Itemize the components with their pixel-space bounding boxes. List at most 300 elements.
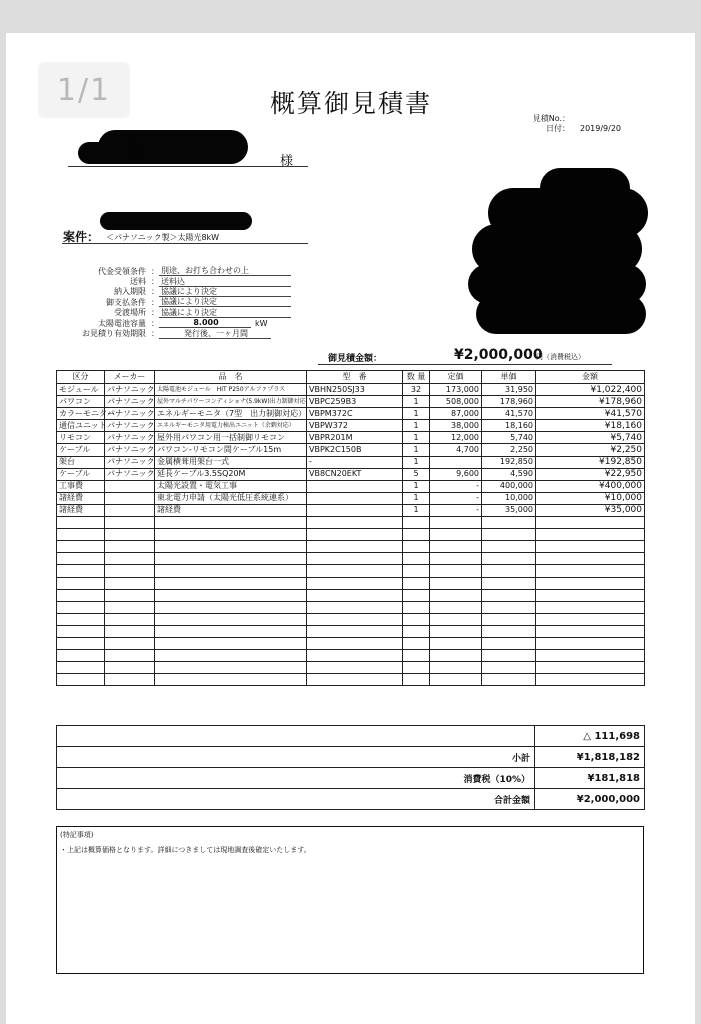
table-cell — [430, 529, 482, 541]
table-cell: VBPC259B3 — [307, 396, 403, 408]
column-header: 単価 — [482, 371, 536, 384]
table-cell — [57, 601, 105, 613]
empty-table-row — [57, 674, 645, 686]
table-cell: 通信ユニット — [57, 420, 105, 432]
subject-label: 案件： — [63, 230, 100, 244]
table-cell: 1 — [403, 408, 430, 420]
customer-name-redaction — [78, 142, 138, 164]
table-cell — [430, 601, 482, 613]
customer-underline — [68, 166, 308, 167]
table-cell: 屋外マルチパワーコンディショナ(5.9kW)出力制御対応 — [155, 396, 307, 408]
tax-value: ¥181,818 — [535, 768, 645, 789]
column-header: 区分 — [57, 371, 105, 384]
term-value: 協議により決定 — [159, 308, 291, 318]
empty-table-row — [57, 565, 645, 577]
table-cell — [536, 529, 645, 541]
table-cell: ¥41,570 — [536, 408, 645, 420]
table-cell — [403, 565, 430, 577]
table-cell — [307, 565, 403, 577]
empty-table-row — [57, 541, 645, 553]
discount-value: △ 111,698 — [535, 726, 645, 747]
table-cell: 1 — [403, 492, 430, 504]
table-cell — [482, 589, 536, 601]
table-cell: モジュール — [57, 384, 105, 396]
table-cell — [536, 674, 645, 686]
empty-table-row — [57, 601, 645, 613]
table-cell: - — [430, 492, 482, 504]
table-cell: ¥178,960 — [536, 396, 645, 408]
table-cell — [105, 565, 155, 577]
table-cell — [155, 637, 307, 649]
table-cell — [155, 613, 307, 625]
table-cell — [536, 517, 645, 529]
tax-row — [57, 768, 645, 789]
table-cell: 508,000 — [430, 396, 482, 408]
table-cell — [105, 613, 155, 625]
table-cell — [105, 517, 155, 529]
empty-table-row — [57, 625, 645, 637]
column-header: 定価 — [430, 371, 482, 384]
table-cell: 2,250 — [482, 444, 536, 456]
table-cell: パナソニック — [105, 384, 155, 396]
table-cell — [105, 662, 155, 674]
table-cell — [307, 480, 403, 492]
table-row — [57, 420, 645, 432]
table-cell: 9,600 — [430, 468, 482, 480]
table-row — [57, 468, 645, 480]
empty-table-row — [57, 553, 645, 565]
total-amount: ¥2,000,000 — [454, 347, 543, 363]
table-cell: 1 — [403, 480, 430, 492]
table-cell — [57, 565, 105, 577]
table-cell: パワコン — [57, 396, 105, 408]
table-cell — [482, 613, 536, 625]
table-cell — [430, 613, 482, 625]
table-cell: ¥22,950 — [536, 468, 645, 480]
table-cell: 延長ケーブル3.5SQ20M — [155, 468, 307, 480]
table-cell — [57, 650, 105, 662]
table-cell — [307, 625, 403, 637]
table-cell: リモコン — [57, 432, 105, 444]
table-cell: VBPR201M — [307, 432, 403, 444]
table-cell — [57, 577, 105, 589]
table-cell: 38,000 — [430, 420, 482, 432]
table-cell — [307, 613, 403, 625]
table-cell: - — [307, 456, 403, 468]
discount-row — [57, 726, 645, 747]
table-cell: VBPK2C150B — [307, 444, 403, 456]
table-cell — [57, 541, 105, 553]
table-cell: 太陽電池モジュール HIT P250アルファプラス — [155, 384, 307, 396]
table-cell — [57, 517, 105, 529]
empty-table-row — [57, 589, 645, 601]
table-cell: 31,950 — [482, 384, 536, 396]
table-cell: 諸経費 — [57, 492, 105, 504]
term-row — [60, 297, 291, 307]
table-cell — [482, 674, 536, 686]
term-colon: ： — [151, 318, 159, 328]
table-cell: パナソニック — [105, 420, 155, 432]
empty-table-row — [57, 650, 645, 662]
table-cell — [155, 650, 307, 662]
table-cell — [482, 601, 536, 613]
term-colon: ： — [151, 287, 159, 297]
meta-colon: ： — [562, 124, 570, 133]
table-cell — [482, 541, 536, 553]
table-cell — [403, 601, 430, 613]
table-cell: 太陽光設置・電気工事 — [155, 480, 307, 492]
table-cell: ケーブル — [57, 444, 105, 456]
table-cell — [482, 662, 536, 674]
table-cell — [403, 674, 430, 686]
table-cell — [155, 517, 307, 529]
table-cell — [403, 541, 430, 553]
table-cell: ¥1,022,400 — [536, 384, 645, 396]
table-cell: パナソニック — [105, 396, 155, 408]
line-items-table — [56, 370, 645, 686]
table-cell — [155, 662, 307, 674]
table-cell — [57, 662, 105, 674]
table-cell — [307, 577, 403, 589]
table-cell — [105, 601, 155, 613]
table-cell — [57, 589, 105, 601]
term-label: 納入期限 — [114, 287, 146, 297]
table-cell: 1 — [403, 420, 430, 432]
term-label: 代金受領条件 — [98, 266, 146, 276]
table-cell: エネルギーモニタ用電力検出ユニット（余剰対応） — [155, 420, 307, 432]
table-cell — [307, 601, 403, 613]
table-cell: 東北電力申請（太陽光低圧系統連系） — [155, 492, 307, 504]
table-cell: VBPW372 — [307, 420, 403, 432]
estimate-meta — [520, 114, 621, 134]
table-cell — [155, 529, 307, 541]
table-cell — [536, 565, 645, 577]
table-cell — [105, 577, 155, 589]
table-cell — [536, 613, 645, 625]
table-cell — [307, 492, 403, 504]
table-cell: パナソニック — [105, 408, 155, 420]
empty-table-row — [57, 529, 645, 541]
table-row — [57, 480, 645, 492]
table-cell: 192,850 — [482, 456, 536, 468]
table-cell — [482, 637, 536, 649]
table-cell: ¥35,000 — [536, 504, 645, 516]
subtotal-label: 小計 — [57, 747, 535, 768]
table-cell — [482, 625, 536, 637]
table-cell: 5,740 — [482, 432, 536, 444]
table-cell — [403, 577, 430, 589]
table-cell — [430, 637, 482, 649]
table-cell: 5 — [403, 468, 430, 480]
table-cell — [307, 553, 403, 565]
table-row — [57, 396, 645, 408]
table-cell — [536, 541, 645, 553]
table-cell: VBPM372C — [307, 408, 403, 420]
table-cell — [57, 637, 105, 649]
table-cell: パナソニック — [105, 456, 155, 468]
term-row — [60, 318, 291, 328]
table-cell — [482, 650, 536, 662]
table-cell — [155, 577, 307, 589]
table-cell: VB8CN20EKT — [307, 468, 403, 480]
table-cell: 400,000 — [482, 480, 536, 492]
table-cell — [536, 625, 645, 637]
table-cell — [307, 529, 403, 541]
date-label: 日付 — [546, 124, 562, 133]
column-header: 品 名 — [155, 371, 307, 384]
table-cell: 1 — [403, 504, 430, 516]
table-cell — [536, 577, 645, 589]
table-cell — [403, 613, 430, 625]
table-cell: ¥18,160 — [536, 420, 645, 432]
table-cell — [307, 637, 403, 649]
summary-table — [56, 725, 645, 810]
table-cell: ¥10,000 — [536, 492, 645, 504]
remarks-box — [56, 826, 644, 974]
table-cell — [536, 637, 645, 649]
empty-table-row — [57, 517, 645, 529]
term-value: 発行後、一ヶ月間 — [159, 329, 271, 339]
term-colon: ： — [151, 308, 159, 318]
table-cell — [105, 541, 155, 553]
table-cell: エネルギーモニタ（7型 出力制御対応） — [155, 408, 307, 420]
empty-table-row — [57, 662, 645, 674]
table-cell — [403, 529, 430, 541]
total-unit: 円（消費税込） — [536, 353, 585, 361]
table-cell — [105, 674, 155, 686]
term-colon: ： — [151, 297, 159, 307]
table-cell: ¥5,740 — [536, 432, 645, 444]
table-cell: ¥192,850 — [536, 456, 645, 468]
column-header: 金額 — [536, 371, 645, 384]
term-row — [60, 276, 291, 286]
term-row — [60, 266, 291, 276]
subject-underline — [62, 243, 308, 244]
table-cell — [536, 650, 645, 662]
grand-total-value: ¥2,000,000 — [535, 789, 645, 810]
table-cell — [430, 456, 482, 468]
grand-total-row — [57, 789, 645, 810]
table-cell: ケーブル — [57, 468, 105, 480]
term-label: 受渡場所 — [114, 308, 146, 318]
table-cell — [307, 541, 403, 553]
table-cell: 4,700 — [430, 444, 482, 456]
term-colon: ： — [151, 277, 159, 287]
table-cell: 10,000 — [482, 492, 536, 504]
table-cell — [403, 553, 430, 565]
customer-honorific: 様 — [280, 154, 294, 169]
remarks-text: ・上記は概算価格となります。詳細につきましては現地調査後確定いたします。 — [60, 846, 311, 854]
table-header-row — [57, 371, 645, 384]
table-row — [57, 384, 645, 396]
table-cell: 工事費 — [57, 480, 105, 492]
subtotal-value: ¥1,818,182 — [535, 747, 645, 768]
table-cell: 178,960 — [482, 396, 536, 408]
table-cell — [430, 541, 482, 553]
table-cell — [155, 589, 307, 601]
table-cell — [105, 480, 155, 492]
table-cell: 架台 — [57, 456, 105, 468]
table-cell — [536, 662, 645, 674]
table-cell — [430, 662, 482, 674]
table-cell — [430, 577, 482, 589]
table-cell — [536, 589, 645, 601]
column-header: 数 量 — [403, 371, 430, 384]
estimate-total-line — [318, 348, 612, 365]
subject-redaction — [100, 212, 252, 230]
term-label: 御支払条件 — [106, 297, 146, 307]
table-cell — [430, 553, 482, 565]
table-cell — [482, 529, 536, 541]
table-cell — [430, 674, 482, 686]
term-colon: ： — [151, 329, 159, 339]
date-value: 2019/9/20 — [580, 124, 622, 133]
table-row — [57, 492, 645, 504]
table-cell — [403, 625, 430, 637]
meta-colon: ： — [562, 114, 570, 123]
table-cell: パワコン-リモコン間ケーブル15m — [155, 444, 307, 456]
table-cell: 1 — [403, 456, 430, 468]
term-row — [60, 287, 291, 297]
table-cell: - — [430, 480, 482, 492]
table-cell — [155, 625, 307, 637]
table-row — [57, 444, 645, 456]
grand-total-label: 合計金額 — [57, 789, 535, 810]
table-cell — [105, 529, 155, 541]
company-info-redaction — [468, 168, 648, 338]
table-cell: 金属横葺用架台一式 — [155, 456, 307, 468]
tax-label: 消費税（10%） — [57, 768, 535, 789]
capacity-unit: kW — [255, 318, 268, 328]
term-row — [60, 328, 291, 338]
table-cell — [105, 637, 155, 649]
table-cell: 32 — [403, 384, 430, 396]
table-cell — [482, 553, 536, 565]
table-cell — [430, 565, 482, 577]
table-cell: 41,570 — [482, 408, 536, 420]
table-cell — [482, 565, 536, 577]
table-cell: 諸経費 — [155, 504, 307, 516]
table-cell: 諸経費 — [57, 504, 105, 516]
table-cell — [430, 650, 482, 662]
estimate-no-label: 見積No. — [532, 114, 562, 123]
table-cell — [105, 650, 155, 662]
table-row — [57, 456, 645, 468]
table-cell: パナソニック — [105, 468, 155, 480]
table-cell: 35,000 — [482, 504, 536, 516]
table-cell: カラーモニター — [57, 408, 105, 420]
table-cell — [57, 553, 105, 565]
table-cell: ¥400,000 — [536, 480, 645, 492]
table-cell — [307, 650, 403, 662]
term-value: 送料込 — [159, 277, 291, 287]
table-cell: 4,590 — [482, 468, 536, 480]
column-header: メーカー — [105, 371, 155, 384]
term-value: 別途、お打ち合わせの上 — [159, 266, 291, 276]
discount-label-cell — [57, 726, 535, 747]
table-cell — [307, 517, 403, 529]
table-cell — [307, 662, 403, 674]
table-cell — [403, 589, 430, 601]
table-cell — [430, 517, 482, 529]
table-cell — [536, 553, 645, 565]
table-cell — [155, 601, 307, 613]
table-cell — [105, 504, 155, 516]
table-cell: VBHN250SJ33 — [307, 384, 403, 396]
table-cell — [403, 650, 430, 662]
table-cell: - — [430, 504, 482, 516]
term-row — [60, 308, 291, 318]
table-cell — [105, 625, 155, 637]
table-cell — [57, 529, 105, 541]
table-cell — [482, 517, 536, 529]
table-cell: 18,160 — [482, 420, 536, 432]
total-label: 御見積金額： — [328, 354, 383, 364]
table-cell — [105, 492, 155, 504]
table-cell — [155, 565, 307, 577]
capacity-value: 8.000 — [159, 318, 251, 328]
term-label: お見積り有効期限 — [82, 329, 146, 339]
table-cell — [57, 674, 105, 686]
table-cell: 屋外用パワコン用一括制御リモコン — [155, 432, 307, 444]
page-indicator: 1/1 — [38, 62, 130, 118]
term-value: 協議により決定 — [159, 287, 291, 297]
terms-block — [60, 266, 291, 339]
term-label: 太陽電池容量 — [98, 318, 146, 328]
table-cell: 1 — [403, 396, 430, 408]
remarks-heading: (特記事項) — [60, 831, 94, 839]
term-value: 協議により決定 — [159, 297, 291, 307]
column-header: 型 番 — [307, 371, 403, 384]
table-cell — [536, 601, 645, 613]
table-row — [57, 432, 645, 444]
table-cell — [155, 541, 307, 553]
table-cell — [403, 517, 430, 529]
table-cell — [482, 577, 536, 589]
table-row — [57, 408, 645, 420]
table-cell — [307, 504, 403, 516]
table-cell — [105, 589, 155, 601]
table-cell: 1 — [403, 432, 430, 444]
table-cell: パナソニック — [105, 432, 155, 444]
table-cell — [57, 613, 105, 625]
term-colon: ： — [151, 266, 159, 276]
table-cell: 87,000 — [430, 408, 482, 420]
table-cell — [430, 625, 482, 637]
table-cell: パナソニック — [105, 444, 155, 456]
table-cell — [307, 589, 403, 601]
table-cell — [155, 553, 307, 565]
table-cell — [105, 553, 155, 565]
empty-table-row — [57, 577, 645, 589]
term-label: 送料 — [130, 277, 146, 287]
table-cell — [403, 637, 430, 649]
table-row — [57, 504, 645, 516]
subtotal-row — [57, 747, 645, 768]
table-cell: 173,000 — [430, 384, 482, 396]
table-cell: 12,000 — [430, 432, 482, 444]
table-cell — [155, 674, 307, 686]
empty-table-row — [57, 637, 645, 649]
empty-table-row — [57, 613, 645, 625]
subject-text: ＜パナソニック製＞太陽光8kW — [106, 233, 220, 242]
table-cell: ¥2,250 — [536, 444, 645, 456]
table-cell — [57, 625, 105, 637]
document-title: 概算御見積書 — [270, 89, 433, 118]
table-cell — [307, 674, 403, 686]
table-cell — [430, 589, 482, 601]
table-cell — [403, 662, 430, 674]
